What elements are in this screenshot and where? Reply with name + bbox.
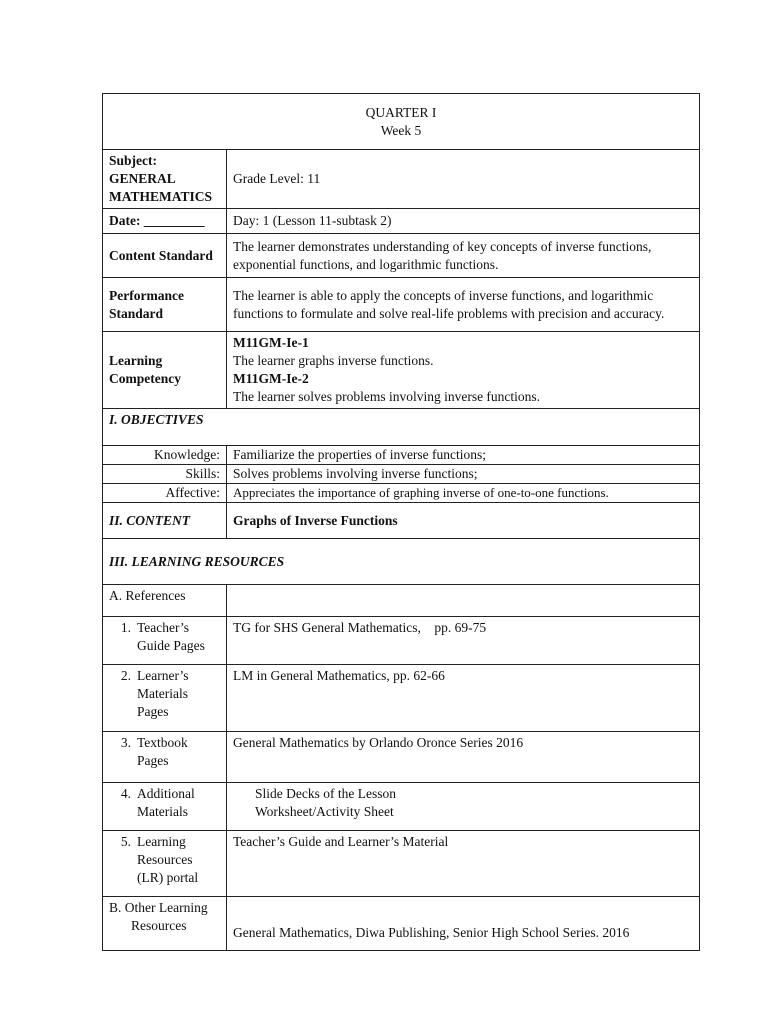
resource-item-label-line: Textbook xyxy=(137,735,188,750)
subject-value-line1: GENERAL xyxy=(109,171,176,186)
resource-item-number: 5. xyxy=(120,834,131,849)
subject-value-line2: MATHEMATICS xyxy=(109,189,213,204)
resource-item-row xyxy=(103,783,700,831)
resource-item-number: 2. xyxy=(120,668,131,683)
subject-label-cell xyxy=(103,150,227,209)
resource-item-row xyxy=(103,732,700,783)
competency-label-line1: Learning xyxy=(109,353,163,368)
resource-item-number: 1. xyxy=(120,620,131,635)
resources-heading: III. LEARNING RESOURCES xyxy=(103,539,700,585)
performance-label-line1: Performance xyxy=(109,287,184,303)
competency-code-2: M11GM-Ie-2 xyxy=(233,371,309,386)
objective-value: Familiarize the properties of inverse functions; xyxy=(227,446,700,465)
objective-value: Appreciates the importance of graphing inverse of one-to-one functions. xyxy=(227,484,700,503)
date-label: Date: _________ xyxy=(103,209,227,234)
objective-label: Skills: xyxy=(103,465,227,484)
resource-item-label-line: Resources xyxy=(137,852,193,867)
resource-item-number: 4. xyxy=(120,786,131,801)
resource-item-label-line: Learner’s xyxy=(137,668,189,683)
lesson-plan-table xyxy=(102,93,700,951)
resources-heading-row xyxy=(103,539,700,585)
resource-item-value-line: Worksheet/Activity Sheet xyxy=(255,804,394,819)
resource-item-value-line: Slide Decks of the Lesson xyxy=(255,786,396,801)
resource-item-label-line: Learning xyxy=(137,834,186,849)
learning-competency-text xyxy=(227,332,700,409)
other-resources-label-line: Resources xyxy=(131,918,187,933)
subject-label: Subject: xyxy=(109,153,157,168)
resource-item-label-line: Guide Pages xyxy=(137,638,205,653)
other-resources-value: General Mathematics, Diwa Publishing, Senior High School Series. 2016 xyxy=(227,897,700,951)
grade-level: Grade Level: 11 xyxy=(227,150,700,209)
objectives-heading: I. OBJECTIVES xyxy=(103,409,700,446)
performance-standard-row xyxy=(103,278,700,332)
resource-item-label xyxy=(103,831,227,897)
resource-item-number: 3. xyxy=(120,735,131,750)
subject-row xyxy=(103,150,700,209)
performance-standard-text: The learner is able to apply the concepts of inverse functions, and logarithmic functions to formulate and solve real-life problems with precision and accuracy. xyxy=(227,278,700,332)
resource-item-label xyxy=(103,665,227,732)
resource-item-row xyxy=(103,665,700,732)
content-standard-text: The learner demonstrates understanding of key concepts of inverse functions, exponential functions, and logarithmic functions. xyxy=(227,234,700,278)
objective-row xyxy=(103,465,700,484)
content-heading: II. CONTENT xyxy=(103,503,227,539)
resource-item-label-line: Pages xyxy=(137,704,169,719)
resource-item-label-line: (LR) portal xyxy=(137,870,199,885)
day-value: Day: 1 (Lesson 11-subtask 2) xyxy=(227,209,700,234)
lesson-plan-document xyxy=(102,93,700,951)
competency-label-line2: Competency xyxy=(109,371,181,386)
quarter-title: QUARTER I xyxy=(365,104,437,120)
references-row xyxy=(103,585,700,617)
content-standard-row xyxy=(103,234,700,278)
other-resources-label xyxy=(103,897,227,951)
resource-item-value xyxy=(227,783,700,831)
date-row xyxy=(103,209,700,234)
competency-code-1: M11GM-Ie-1 xyxy=(233,335,309,350)
resource-item-label xyxy=(103,732,227,783)
header-cell xyxy=(103,94,700,150)
references-label: A. References xyxy=(103,585,227,617)
objective-label: Knowledge: xyxy=(103,446,227,465)
header-row xyxy=(103,94,700,150)
learning-competency-row xyxy=(103,332,700,409)
resource-item-value: General Mathematics by Orlando Oronce Series 2016 xyxy=(227,732,700,783)
objective-label: Affective: xyxy=(103,484,227,503)
resource-item-label xyxy=(103,617,227,665)
objective-row xyxy=(103,484,700,503)
competency-text-1: The learner graphs inverse functions. xyxy=(233,353,434,368)
resource-item-label-line: Materials xyxy=(137,804,188,819)
content-row xyxy=(103,503,700,539)
resource-item-value: LM in General Mathematics, pp. 62-66 xyxy=(227,665,700,732)
references-value xyxy=(227,585,700,617)
resource-item-label-line: Materials xyxy=(137,686,188,701)
resource-item-row xyxy=(103,617,700,665)
resource-item-value: Teacher’s Guide and Learner’s Material xyxy=(227,831,700,897)
other-resources-label-line: B. Other Learning xyxy=(109,900,208,915)
resource-item-label-line: Teacher’s xyxy=(137,620,190,635)
content-standard-label: Content Standard xyxy=(103,234,227,278)
resource-item-label-line: Additional xyxy=(137,786,195,801)
content-value: Graphs of Inverse Functions xyxy=(227,503,700,539)
resource-item-row xyxy=(103,831,700,897)
objective-row xyxy=(103,446,700,465)
resource-item-label xyxy=(103,783,227,831)
resource-item-value: TG for SHS General Mathematics, pp. 69-75 xyxy=(227,617,700,665)
other-resources-row xyxy=(103,897,700,951)
objectives-heading-row xyxy=(103,409,700,446)
performance-standard-label xyxy=(103,278,227,332)
performance-label-line2: Standard xyxy=(109,305,164,321)
week-label: Week 5 xyxy=(380,122,422,138)
objective-value: Solves problems involving inverse functions; xyxy=(227,465,700,484)
resource-item-label-line: Pages xyxy=(137,753,169,768)
learning-competency-label xyxy=(103,332,227,409)
competency-text-2: The learner solves problems involving inverse functions. xyxy=(233,389,541,404)
